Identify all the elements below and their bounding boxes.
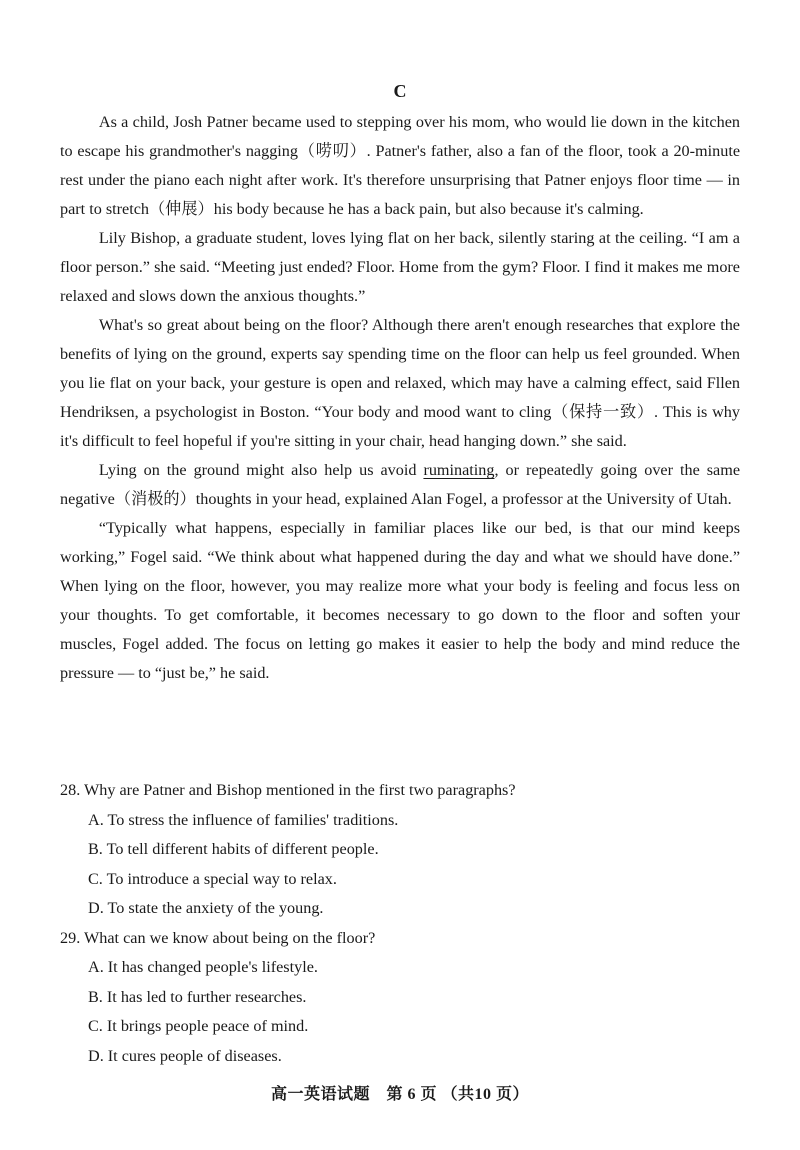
section-label: C <box>393 81 407 101</box>
reading-passage <box>60 108 740 688</box>
paragraph-1: As a child, Josh Patner became used to stepping over his mom, who would lie down in the kitchen to escape his grandmother's nagging（唠叨）. Patner's father, also a fan of the floor, took a 20-minute rest under the piano each night after work. It's therefore unsurprising that Patner enjoys floor time — in part to stretch（伸展）his body because he has a back pain, but also because it's calming. <box>60 113 740 218</box>
option-c: C. To introduce a special way to relax. <box>88 869 337 888</box>
paragraph-4 <box>60 456 740 514</box>
paragraph-4-end: , or repeatedly going over the same negative（消极的）thoughts in your head, explained Alan Fogel, a professor at the University of Utah. <box>60 461 741 508</box>
option-a: A. It has changed people's lifestyle. <box>88 958 318 976</box>
paragraph-3: What's so great about being on the floor? Although there aren't enough researches that explore the benefits of lying on the ground, experts say spending time on the floor can help us feel grounded. When you lie flat on your back, your gesture is open and relaxed, which may have a calming effect, said Fllen Hendriksen, a psychologist in Boston. “Your body and mood want to cling（保持一致）. This is why it's difficult to feel hopeful if you're sitting in your chair, head hanging down.” she said. <box>60 316 740 450</box>
option-b: B. It has led to further researches. <box>88 987 307 1006</box>
question-stem: 28. Why are Patner and Bishop mentioned in the first two paragraphs? <box>60 781 516 799</box>
question-28 <box>60 776 760 924</box>
underlined-word: ruminating <box>423 461 495 479</box>
option-d: D. To state the anxiety of the young. <box>88 899 324 917</box>
option-list <box>60 953 760 1071</box>
option-d: D. It cures people of diseases. <box>88 1046 282 1065</box>
page-footer: 高一英语试题 第 6 页 （共10 页） <box>270 1086 529 1103</box>
paragraph-5: “Typically what happens, especially in familiar places like our bed, is that our mind keeps working,” Fogel said. “We think about what happened during the day and what we should have done.” When lying on the floor, however, you may realize more what your body is feeling and focus less on your thoughts. To get comfortable, it becomes necessary to go down to the floor and soften your muscles, Fogel added. The focus on letting go makes it easier to help the body and mind reduce the pressure — to “just be,” he said. <box>60 519 740 682</box>
paragraph-4-start: Lying on the ground might also help us avoid <box>98 461 424 479</box>
option-list <box>60 806 760 924</box>
option-b: B. To tell different habits of different people. <box>88 840 379 858</box>
option-c: C. It brings people peace of mind. <box>88 1017 309 1035</box>
paragraph-2: Lily Bishop, a graduate student, loves lying flat on her back, silently staring at the ceiling. “I am a floor person.” she said. “Meeting just ended? Floor. Home from the gym? Floor. I find it makes me more relaxed and slows down the anxious thoughts.” <box>60 229 740 305</box>
question-stem: 29. What can we know about being on the floor? <box>60 928 376 947</box>
option-a: A. To stress the influence of families' traditions. <box>88 810 399 829</box>
question-list <box>60 776 760 1071</box>
question-29 <box>60 924 760 1072</box>
